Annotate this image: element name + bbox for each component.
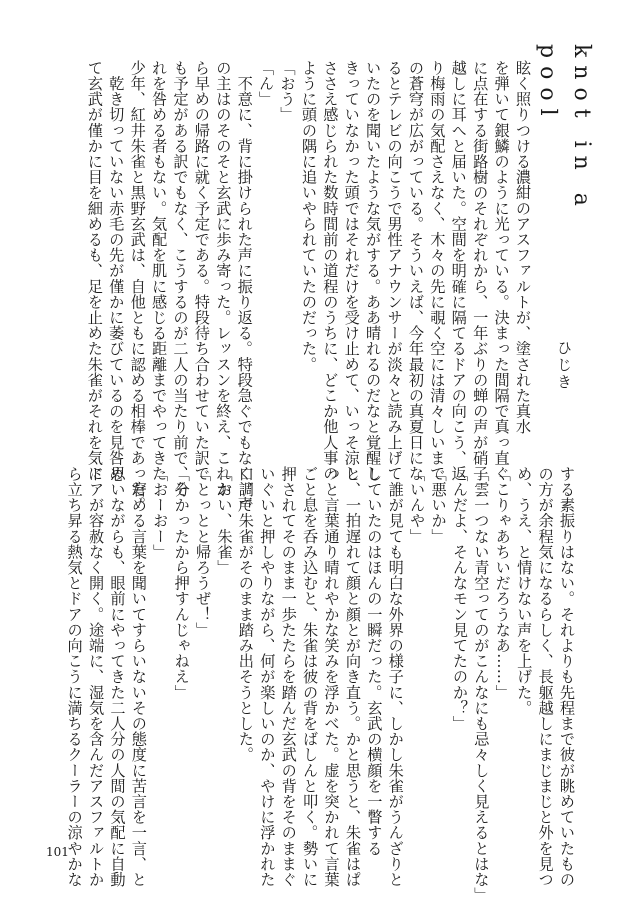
body-text-lower: する素振りはない。それよりも先程まで彼が眺めていたもの の方が余程気になるらしく、長躯越しにまじまじと外を見つ め、うえ、と情けない声を上げた。 「こりゃあちいだろうなあ……」 「雲一つない青空ってのがこんなにも忌々しく見えるとはな」 「んだよ、そんなモン見てたのか？」 「悪いか」 「いんや」 誰が見ても明白な外界の様子に、しかし朱雀がうんざりと していたのはほんの一瞬だった。玄武の横顔を一瞥する と、一拍遅れて顔と顔とが向き直う。かと思うと、朱雀はぱ っと言葉通り晴れやかな笑みを浮かべた。虚を突かれて言葉 ごと息を呑み込むと、朱雀は彼の背をばしんと叩く。勢いに 押されてそのまま一歩たたらを踏んだ玄武の背をそのままぐ いぐいと押しやりながら、何が楽しいのか、やけに浮かれた 口調で朱雀がそのまま踏み出そうとした。 「おい、朱雀」 「とっとと帰ろうぜ！」 「分かったから押すんじゃねえ」 「おーおー」 窘める言葉を聞いてすらいないその態度に苦言を一言、と 思いながらも、眼前にやってきた二人分の人間の気配に自動 ドアが容赦なく開く。途端に、湿気を含んだアスファルトか ら立ち昇る熱気とドアの向こうに満ちるクーラーの涼やかな bbox=[65, 466, 576, 903]
body-text-upper: 眩く照りつける濃紺のアスファルトが、塗された真水 を弾いて銀鱗のように光っている。決まった間隔で真っ直ぐ に点在する街路樹のそれぞれから、一年ぶりの蝉の声が硝子 越しに耳へと届いた。空間を明確に隔てるドアの向こう、返 り梅雨の気配さえなく、木々の先に覗く空には清々しいまで の蒼穹が広がっている。そういえば、今年最初の真夏日にな るとテレビの向こうで男性アナウンサーが淡々と読み上げて いたのを聞いたような気がする。ああ晴れるのだなと覚醒し きっていなかった頭ではそれだけを受け止めて、いっそ涼し ささえ感じられた数時間前の道程のうちに、どこか他人事の ように頭の隅に追いやられていたのだった。 「おう」 「ん」 不意に、背に掛けられた声に振り返る。特段急ぐでもなく、声 の主はのそのそと玄武に歩み寄った。レッスンを終え、これか ら早めの帰路に就く予定である。特段待ち合わせていた訳で も予定がある訳でもなく、こうするのが二人の当たり前で、そ れを咎める者もない。気配を肌に感じる距離までやってきた 少年、紅井朱雀と黒野玄武は、自他ともに認める相棒であった。 乾き切っていない赤毛の先が僅かに萎びているのを見咎め て玄武が僅かに目を細めるも、足を止めた朱雀がそれを気に bbox=[85, 60, 532, 513]
page-number: 101 bbox=[46, 845, 69, 859]
author-name: ひじき bbox=[555, 340, 573, 391]
story-title: knot in a pool bbox=[535, 44, 594, 214]
